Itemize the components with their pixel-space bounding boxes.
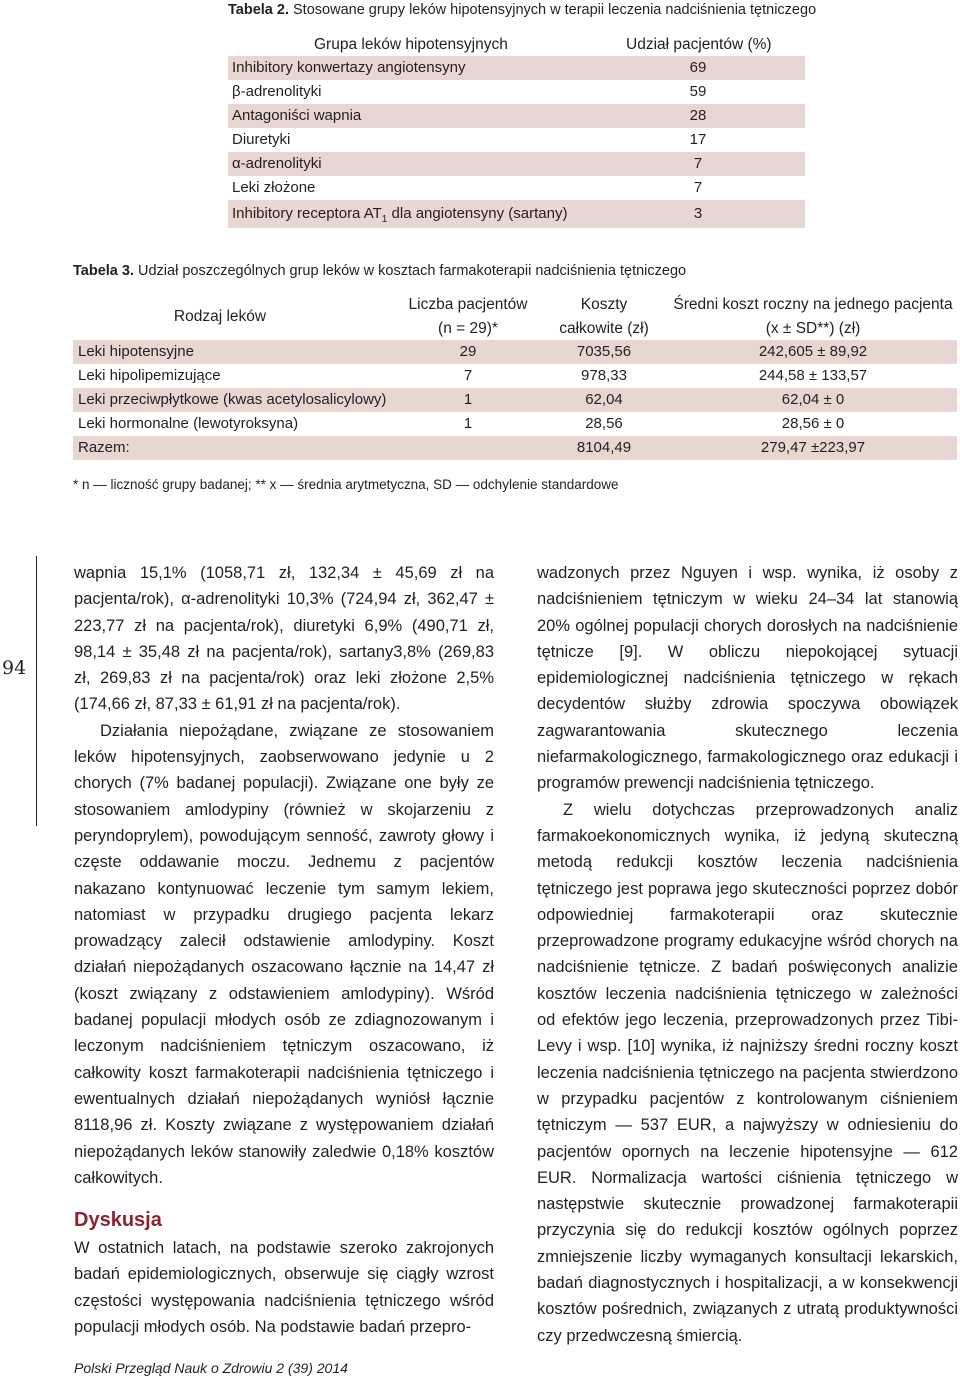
table-row (228, 80, 805, 104)
table3-col-header-total-line2: całkowite (zł) (559, 320, 649, 337)
table2-cell-value: 3 (693, 205, 703, 222)
left-paragraph-2: Działania niepożądane, związane ze stosowaniem leków hipotensyjnych, zaobserwowano jedynie u 2 chorych (7% badanej populacji). Związane one były ze stosowaniem amlodypiny (również w skojarzeniu z peryndoprylem), powodującym senność, zawroty głowy i częste oddawanie moczu. Jednemu z pacjentów nakazano kontynuować leczenie tym samym lekiem, natomiast w przypadku drugiego pacjenta lekarz prowadzący zalecił odstawienie amlodypiny. Koszt działań niepożądanych oszacowano łącznie na 14,47 zł (koszt związany z odstawieniem amlodypiny). Wśród badanej populacji młodych osób ze zdiagnozowanym i leczonym nadciśnieniem tętniczym oszacowano, iż całkowity koszt farmakoterapii nadciśnienia tętniczego i ewentualnych działań niepożądanych wyniósł łącznie 8118,96 zł. Koszty związane z występowaniem działań niepożądanych leków stanowiły zaledwie 0,18% kosztów całkowitych. (74, 721, 494, 1187)
table2-cell-name: Antagoniści wapnia (232, 107, 362, 124)
table3-cell-total: 62,04 (585, 391, 623, 408)
table3-label: Tabela 3. (73, 263, 134, 279)
table2-title: Stosowane grupy leków hipotensyjnych w terapii leczenia nadciśnienia tętniczego (293, 2, 817, 18)
table3-cell-count: 29 (459, 343, 477, 360)
table3-col-header-type: Rodzaj leków (173, 308, 267, 325)
table3-col-header-mean (673, 293, 953, 341)
right-paragraph-1: wadzonych przez Nguyen i wsp. wynika, iż osoby z nadciśnieniem tętniczym w wieku 24–34 lat stanowią 20% ogólnej populacji chorych dorosłych na nadciśnienie tętnicze [9]. W obliczu niepokojącej sytuacji epidemiologicznej nadciśnienia tętniczego w rękach decydentów służby zdrowia spoczywa obowiązek zagwarantowania skutecznego leczenia niefarmakologicznego, farmakologicznego oraz edukacji i programów prewencji nadciśnienia tętniczego. (537, 564, 958, 793)
table2-cell-value: 17 (689, 131, 707, 148)
table2-cell-name: α-adrenolityki (232, 155, 322, 172)
table3-cell-total: 7035,56 (576, 343, 632, 360)
table-row (73, 412, 957, 436)
table2-col-header-group: Grupa leków hipotensyjnych (314, 36, 508, 53)
table3-cell-total: 8104,49 (576, 439, 632, 456)
table2-cell-name (232, 200, 567, 234)
table2-cell-value: 59 (689, 83, 707, 100)
table3-col-header-mean-line2: (x ± SD**) (zł) (765, 320, 861, 337)
table3-cell-mean: 242,605 ± 89,92 (758, 343, 868, 360)
table2-caption (228, 0, 816, 20)
table2-cell-name-subscript: 1 (381, 214, 388, 225)
table2-label: Tabela 2. (228, 2, 289, 18)
left-paragraph-1: wapnia 15,1% (1058,71 zł, 132,34 ± 45,69 zł na pacjenta/rok), α-adrenolityki 10,3% (724,94 zł, 362,47 ± 223,77 zł na pacjenta/rok), diuretyki 6,9% (490,71 zł, 98,14 ± 35,48 zł na pacjenta/rok), sartany3,8% (269,83 zł, 269,83 zł na pacjenta/rok) oraz leki złożone 2,5% (174,66 zł, 87,33 ± 61,91 zł na pacjenta/rok). (74, 564, 494, 714)
table2-cell-name: β-adrenolityki (232, 83, 322, 100)
table-row (73, 364, 957, 388)
table2-cell-name: Leki złożone (232, 179, 316, 196)
section-heading-discussion: Dyskusja (74, 1209, 162, 1232)
table2-cell-value: 28 (689, 107, 707, 124)
table3-cell-mean: 244,58 ± 133,57 (758, 367, 868, 384)
table2-cell-name: Inhibitory konwertazy angiotensyny (232, 59, 466, 76)
table3-col-header-count-line2: (n = 29)* (438, 320, 498, 337)
table-row (73, 388, 957, 412)
table2-cell-value: 69 (689, 59, 707, 76)
table3-col-header-total-line1: Koszty (580, 296, 628, 313)
table-row (73, 436, 957, 460)
table3-footnote: * n — liczność grupy badanej; ** x — średnia arytmetyczna, SD — odchylenie standardowe (73, 477, 619, 492)
table3-cell-name: Leki hormonalne (lewotyroksyna) (78, 415, 299, 432)
page-number: 94 (2, 657, 27, 679)
right-paragraph-2: Z wielu dotychczas przeprowadzonych analiz farmakoekonomicznych wynika, iż jedyną skuteczną metodą redukcji kosztów leczenia nadciśnienia tętniczego jest poprawa jego skuteczności poprzez dobór odpowiedniej farmakoterapii oraz skutecznie przeprowadzone programy edukacyjne wśród chorych na nadciśnienie tętnicze. Z badań poświęconych analizie kosztów leczenia nadciśnienia tętniczego w zależności od efektów jego leczenia, przeprowadzonych przez Tibi-Levy i wsp. [10] wynika, iż najniższy średni roczny koszt leczenia nadciśnienia tętniczego na pacjenta stwierdzono w przypadku pacjentów z kontrolowanym ciśnieniem tętniczym — 537 EUR, a najwyższy w odniesieniu do pacjentów opornych na leczenie hipotensyjne — 612 EUR. Normalizacja wartości ciśnienia tętniczego w następstwie skutecznie prowadzonej farmakoterapii przyczynia się do redukcji kosztów ogólnych poprzez zmniejszenie liczby wymaganych konsultacji lekarskich, badań diagnostycznych i hospitalizacji, a w konsekwencji kosztów pośrednich, związanych z utratą produktywności czy przedwczesną śmiercią. (537, 800, 958, 1345)
table3-col-header-count-line1: Liczba pacjentów (408, 296, 528, 313)
table-row (228, 200, 805, 228)
table2-cell-value: 7 (693, 155, 703, 172)
table3-cell-count: 1 (463, 415, 473, 432)
left-paragraph-3: W ostatnich latach, na podstawie szeroko zakrojonych badań epidemiologicznych, obserwuje się ciągły wzrost częstości występowania nadciśnienia tętniczego wśród populacji młodych osób. Na podstawie badań przepro- (74, 1239, 494, 1337)
table3-cell-mean: 62,04 ± 0 (781, 391, 845, 408)
table3-cell-count: 1 (463, 391, 473, 408)
right-column (537, 560, 958, 1349)
journal-footer: Polski Przegląd Nauk o Zdrowiu 2 (39) 2014 (74, 1360, 348, 1376)
table-row (228, 128, 805, 152)
table3-cell-mean: 279,47 ±223,97 (760, 439, 866, 456)
table2-col-header-share: Udział pacjentów (%) (626, 36, 772, 53)
table3-col-header-count (403, 293, 533, 341)
table3-cell-name: Leki przeciwpłytkowe (kwas acetylosalicylowy) (78, 391, 387, 408)
table2-cell-name-part: dla angiotensyny (sartany) (387, 205, 568, 222)
table2-cell-name: Diuretyki (232, 131, 291, 148)
table3-col-header-mean-line1: Średni koszt roczny na jednego pacjenta (673, 296, 953, 313)
table3-cell-name: Leki hipotensyjne (78, 343, 194, 360)
table2-cell-name-part: Inhibitory receptora AT (232, 205, 382, 222)
table2-header (228, 33, 805, 57)
table-row (73, 340, 957, 364)
table-row (228, 104, 805, 128)
table3-cell-name: Razem: (78, 439, 130, 456)
table3-cell-name: Leki hipolipemizujące (78, 367, 221, 384)
table-row (228, 152, 805, 176)
table-row (228, 176, 805, 200)
table3-title: Udział poszczególnych grup leków w kosztach farmakoterapii nadciśnienia tętniczego (138, 263, 687, 279)
page-number-rule (36, 556, 37, 826)
table3-cell-mean: 28,56 ± 0 (781, 415, 845, 432)
table3-caption (73, 261, 686, 281)
table-row (228, 56, 805, 80)
table3-cell-total: 978,33 (581, 367, 627, 384)
table3-col-header-total (539, 293, 669, 341)
table3-cell-count: 7 (463, 367, 473, 384)
table2-cell-value: 7 (693, 179, 703, 196)
table3-cell-total: 28,56 (585, 415, 623, 432)
left-column (74, 560, 494, 1340)
